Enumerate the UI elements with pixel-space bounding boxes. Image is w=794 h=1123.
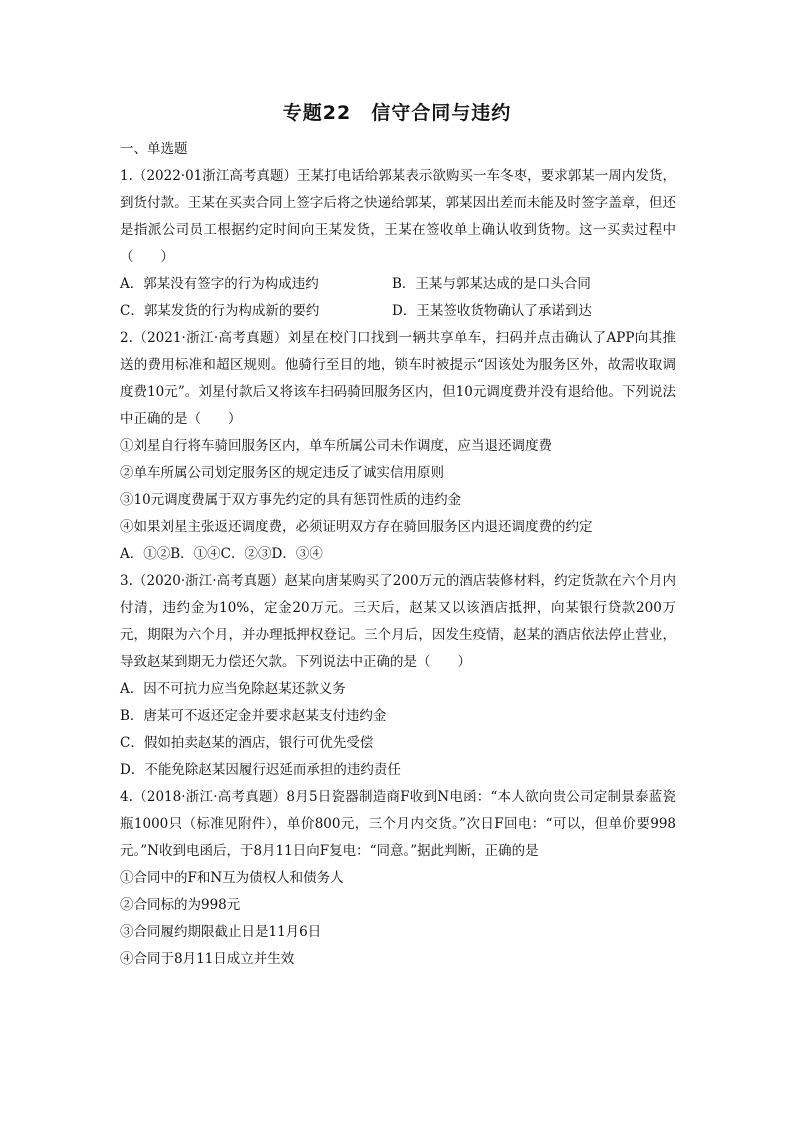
question-4-item-4: ④合同于8月11日成立并生效: [120, 951, 295, 967]
question-2-item-3: ③10元调度费属于双方事先约定的具有惩罚性质的违约金: [120, 492, 462, 508]
question-1-options: [120, 271, 676, 325]
question-3-option-c: C．假如拍卖赵某的酒店，银行可优先受偿: [120, 735, 374, 751]
question-4-stem: 4.（2018·浙江·高考真题）8月5日瓷器制造商F收到N电函：“本人欲向贵公司定制景泰蓝瓷瓶1000只（标准见附件），单价800元，三个月内交货。”次日F回电：“可以，但单价要998元。”N收到电函后，于8月11日向F复电：“同意。”据此判断，正确的是: [120, 789, 676, 859]
question-4-item-1: ①合同中的F和N互为债权人和债务人: [120, 870, 344, 886]
question-2-answers: A．①②B．①④C．②③D．③④: [120, 546, 323, 562]
question-2-stem: 2.（2021·浙江·高考真题）刘星在校门口找到一辆共享单车，扫码并点击确认了APP向其推送的费用标准和超区规则。他骑行至目的地，锁车时被提示“因该处为服务区外，故需收取调度费10元”。刘星付款后又将该车扫码骑回服务区内，但10元调度费并没有退给他。下列说法中正确的是（ ）: [120, 330, 676, 427]
question-1-option-c: C．郭某发货的行为构成新的要约: [120, 303, 320, 319]
question-3-stem: 3.（2020·浙江·高考真题）赵某向唐某购买了200万元的酒店装修材料，约定货款在六个月内付清，违约金为10%，定金20万元。三天后，赵某又以该酒店抵押，向某银行贷款200万元，期限为六个月，并办理抵押权登记。三个月后，因发生疫情，赵某的酒店依法停止营业，导致赵某到期无力偿还欠款。下列说法中正确的是（ ）: [120, 573, 676, 670]
question-1-option-d: D．王某签收货物确认了承诺到达: [392, 303, 592, 319]
question-1-option-b: B．王某与郭某达成的是口头合同: [392, 276, 591, 292]
question-2-item-2: ②单车所属公司划定服务区的规定违反了诚实信用原则: [120, 465, 444, 481]
question-4-item-2: ②合同标的为998元: [120, 897, 241, 913]
question-2-item-1: ①刘星自行将车骑回服务区内，单车所属公司未作调度，应当退还调度费: [120, 438, 552, 454]
section-heading: 一、单选题: [120, 141, 188, 157]
page-title: 专题22 信守合同与违约: [282, 102, 512, 124]
question-3-option-a: A．因不可抗力应当免除赵某还款义务: [120, 681, 346, 697]
question-3-option-d: D．不能免除赵某因履行迟延而承担的违约责任: [120, 762, 401, 778]
document-body: [120, 136, 676, 973]
question-1-stem: 1.（2022·01浙江高考真题）王某打电话给郭某表示欲购买一车冬枣，要求郭某一周内发货，到货付款。王某在买卖合同上签字后将之快递给郭某，郭某因出差而未能及时签字盖章，但还是指派公司员工根据约定时间向王某发货，王某在签收单上确认收到货物。这一买卖过程中（ ）: [120, 168, 676, 265]
question-2-item-4: ④如果刘星主张返还调度费，必须证明双方存在骑回服务区内退还调度费的约定: [120, 519, 593, 535]
question-4-item-3: ③合同履约期限截止日是11月6日: [120, 924, 322, 940]
question-1-option-a: A．郭某没有签字的行为构成违约: [120, 276, 319, 292]
question-3-option-b: B．唐某可不返还定金并要求赵某支付违约金: [120, 708, 387, 724]
